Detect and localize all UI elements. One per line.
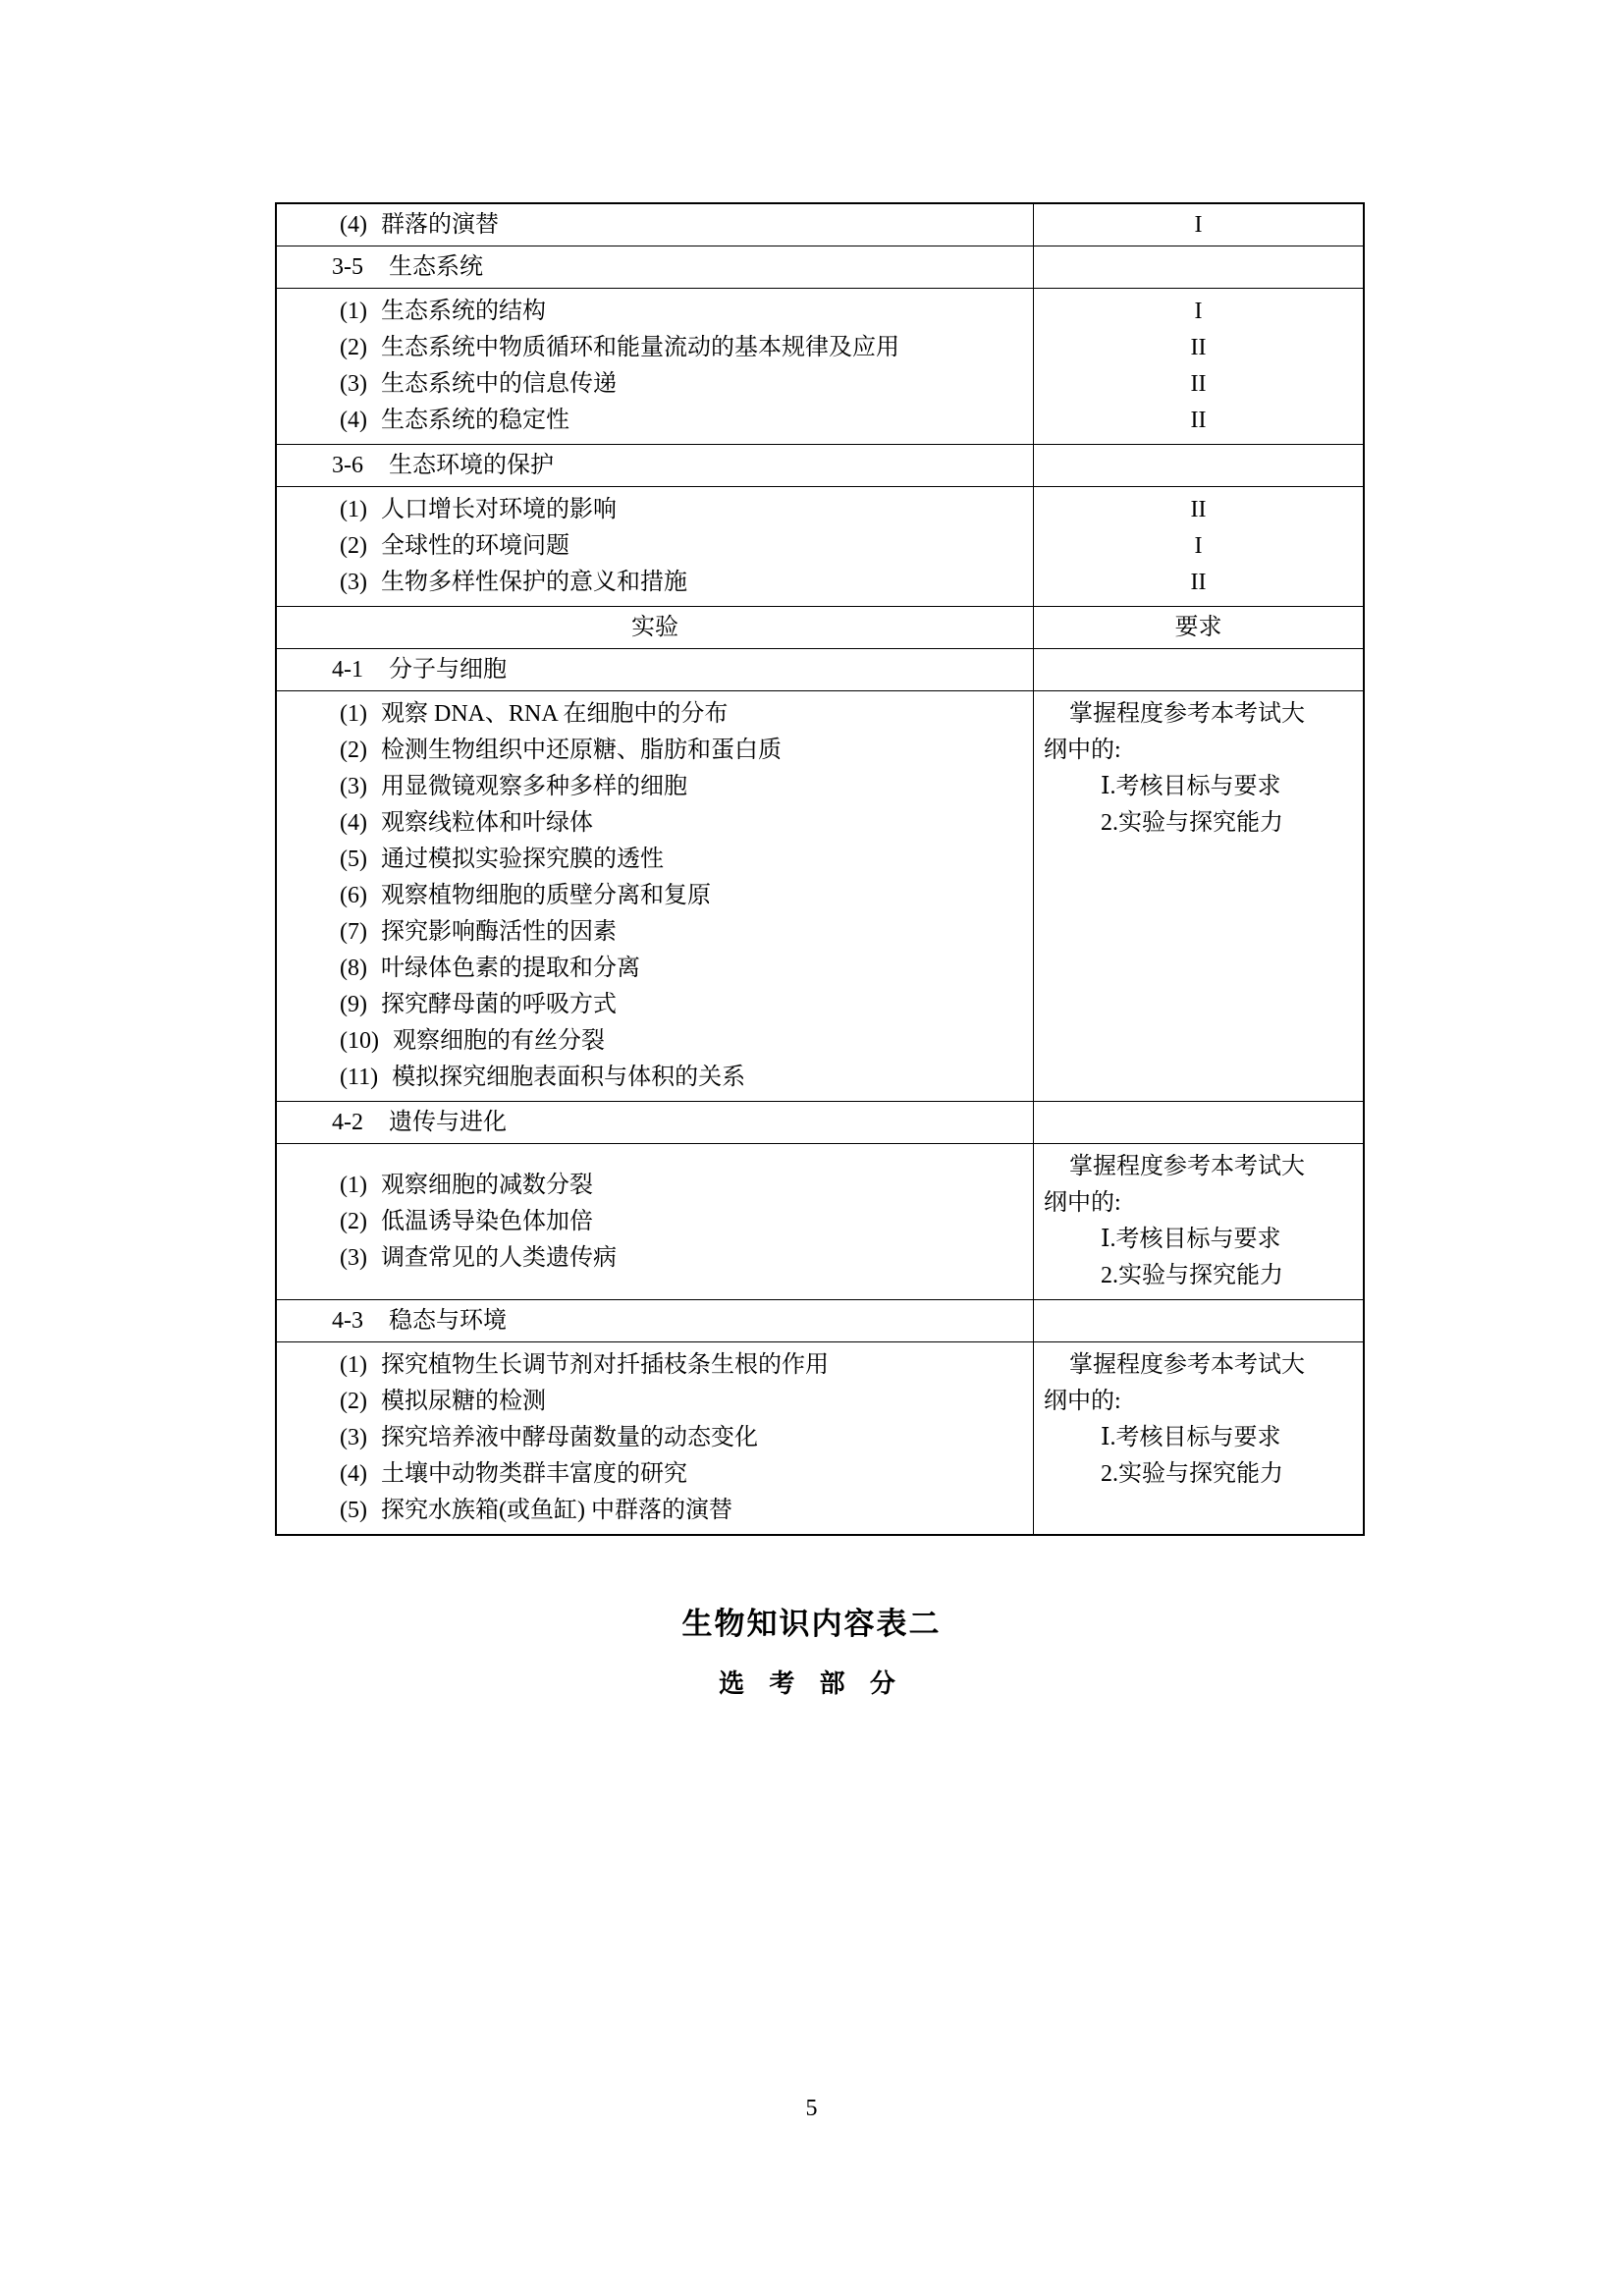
note-line: 纲中的:: [1044, 1190, 1121, 1216]
item-number: (3): [340, 570, 367, 595]
item-number: (4): [340, 810, 367, 836]
note-line: 掌握程度参考本考试大: [1069, 701, 1305, 727]
experiment-item: [277, 951, 1033, 987]
note-line: Ⅰ.考核目标与要求: [1101, 1227, 1281, 1252]
content-cell: [277, 1342, 1033, 1534]
experiment-item: [277, 1060, 1033, 1096]
item-text: 人口增长对环境的影响: [380, 497, 617, 522]
level-value: I: [1194, 212, 1203, 238]
table-row-section: [277, 1299, 1363, 1341]
table-row-section: [277, 648, 1363, 690]
item-text: 生态系统中物质循环和能量流动的基本规律及应用: [380, 335, 899, 360]
experiment-item: [277, 1204, 1033, 1240]
item-number: (1): [340, 299, 367, 324]
item-number: (2): [340, 1208, 367, 1234]
knowledge-item: [277, 403, 1033, 439]
item-text: 探究酵母菌的呼吸方式: [380, 992, 617, 1017]
knowledge-item: [277, 528, 1033, 565]
section-number: 4-2: [332, 1110, 363, 1135]
item-text: 生态系统的结构: [380, 299, 546, 324]
knowledge-item: [277, 492, 1033, 528]
content-cell: [277, 246, 1033, 288]
table-row-experiment: [277, 1341, 1363, 1534]
item-text: 生物多样性保护的意义和措施: [380, 570, 687, 595]
table-row-section: [277, 246, 1363, 288]
item-text: 生态系统的稳定性: [380, 408, 569, 433]
knowledge-item: [277, 330, 1033, 366]
level-value: I: [1194, 299, 1203, 324]
section-title: 遗传与进化: [389, 1110, 507, 1135]
requirement-cell: [1033, 289, 1363, 444]
item-number: (1): [340, 497, 367, 522]
item-text: 观察细胞的有丝分裂: [392, 1028, 605, 1054]
content-cell: [277, 445, 1033, 486]
mastery-note: [1034, 696, 1363, 842]
requirement-cell: [1033, 487, 1363, 606]
experiment-item: [277, 1493, 1033, 1529]
item-number: (1): [340, 1352, 367, 1378]
item-number: (9): [340, 992, 367, 1017]
note-line: 2.实验与探究能力: [1101, 1263, 1283, 1288]
item-number: (5): [340, 1498, 367, 1523]
item-text: 观察植物细胞的质壁分离和复原: [380, 883, 711, 908]
note-line: 掌握程度参考本考试大: [1069, 1352, 1305, 1378]
item-text: 群落的演替: [380, 212, 499, 238]
section-number: 4-3: [332, 1308, 363, 1334]
item-text: 检测生物组织中还原糖、脂肪和蛋白质: [380, 738, 782, 763]
requirement-cell: [1033, 246, 1363, 288]
item-number: (2): [340, 738, 367, 763]
experiment-item: [277, 842, 1033, 878]
requirement-cell: [1033, 445, 1363, 486]
item-number: (3): [340, 1425, 367, 1450]
item-number: (2): [340, 533, 367, 559]
content-cell: [277, 649, 1033, 690]
item-text: 探究水族箱(或鱼缸) 中群落的演替: [380, 1498, 732, 1523]
requirement-cell: [1033, 691, 1363, 1101]
requirement-header-cell: [1033, 607, 1363, 648]
level-value: II: [1190, 497, 1207, 522]
experiment-item: [277, 878, 1033, 914]
section-title: 生态环境的保护: [389, 453, 554, 478]
table-row-colheader: [277, 606, 1363, 648]
knowledge-item: [277, 565, 1033, 601]
item-text: 模拟探究细胞表面积与体积的关系: [392, 1065, 746, 1090]
item-number: (3): [340, 1244, 367, 1271]
item-number: (2): [340, 1389, 367, 1414]
note-line: 2.实验与探究能力: [1101, 810, 1283, 836]
content-cell: [277, 487, 1033, 606]
item-number: (1): [340, 1172, 367, 1198]
note-line: 纲中的:: [1044, 738, 1121, 763]
note-line: 掌握程度参考本考试大: [1069, 1154, 1305, 1179]
item-text: 用显微镜观察多种多样的细胞: [380, 774, 687, 799]
item-number: (1): [340, 701, 367, 727]
note-line: 2.实验与探究能力: [1101, 1461, 1283, 1487]
content-cell: [277, 691, 1033, 1101]
experiment-item: [277, 696, 1033, 733]
item-number: (4): [340, 212, 367, 238]
section-title: 稳态与环境: [389, 1308, 507, 1334]
item-text: 探究植物生长调节剂对扦插枝条生根的作用: [380, 1352, 829, 1378]
section-heading: [277, 1102, 1033, 1143]
section-heading: [277, 246, 1033, 288]
requirement-cell: [1033, 1102, 1363, 1143]
item-number: (4): [340, 408, 367, 433]
requirement-cell: [1033, 1300, 1363, 1341]
item-text: 探究影响酶活性的因素: [380, 919, 617, 945]
experiment-item: [277, 769, 1033, 805]
item-text: 观察细胞的减数分裂: [380, 1172, 593, 1198]
experiment-item: [277, 1240, 1033, 1277]
table-row-item: [277, 204, 1363, 246]
note-line: Ⅰ.考核目标与要求: [1101, 1425, 1281, 1450]
content-cell: [277, 1300, 1033, 1341]
item-number: (5): [340, 847, 367, 872]
content-cell: [277, 1102, 1033, 1143]
item-text: 通过模拟实验探究膜的透性: [380, 847, 664, 872]
requirement-cell: [1033, 1144, 1363, 1299]
level-value: II: [1190, 335, 1207, 360]
note-line: Ⅰ.考核目标与要求: [1101, 774, 1281, 799]
table-row-section: [277, 444, 1363, 486]
experiment-item: [277, 1023, 1033, 1060]
item-text: 土壤中动物类群丰富度的研究: [380, 1461, 687, 1487]
item-number: (11): [340, 1065, 379, 1090]
item-number: (7): [340, 919, 367, 945]
experiment-item: [277, 914, 1033, 951]
experiment-item: [277, 1384, 1033, 1420]
section-heading: [277, 649, 1033, 690]
page-number: 5: [805, 2096, 818, 2121]
level-value: I: [1194, 533, 1203, 559]
knowledge-item: [277, 366, 1033, 403]
section-heading: [277, 445, 1033, 486]
item-text: 观察 DNA、RNA 在细胞中的分布: [380, 701, 729, 727]
table-row-experiment: [277, 690, 1363, 1101]
experiment-item: [277, 1347, 1033, 1384]
item-text: 叶绿体色素的提取和分离: [380, 956, 640, 981]
requirement-cell: [1033, 1342, 1363, 1534]
section-heading: [277, 1300, 1033, 1341]
content-table: [275, 202, 1365, 1536]
item-number: (8): [340, 956, 367, 981]
level-value: II: [1190, 570, 1207, 595]
item-text: 观察线粒体和叶绿体: [380, 810, 593, 836]
item-text: 生态系统中的信息传递: [380, 371, 617, 397]
content-cell: [277, 1144, 1033, 1299]
item-number: (10): [340, 1028, 379, 1054]
experiment-column-header: 实验: [631, 615, 678, 640]
table-row-section: [277, 1101, 1363, 1143]
knowledge-item: [277, 204, 1033, 246]
note-line: 纲中的:: [1044, 1389, 1121, 1414]
item-text: 调查常见的人类遗传病: [380, 1244, 617, 1271]
table2-title: 生物知识内容表二: [681, 1607, 942, 1641]
section-number: 4-1: [332, 657, 363, 683]
requirement-cell: [1033, 649, 1363, 690]
section-number: 3-5: [332, 254, 363, 280]
content-cell: [277, 607, 1033, 648]
section-title: 分子与细胞: [389, 657, 507, 683]
requirement-cell: [1033, 204, 1363, 246]
item-text: 模拟尿糖的检测: [380, 1389, 546, 1414]
content-cell: [277, 289, 1033, 444]
experiment-item: [277, 733, 1033, 769]
requirement-column-header: 要求: [1174, 615, 1222, 640]
experiment-item: [277, 1456, 1033, 1493]
mastery-note: [1034, 1347, 1363, 1493]
item-number: (4): [340, 1461, 367, 1487]
experiment-item: [277, 987, 1033, 1023]
table2-subtitle: 选 考 部 分: [719, 1668, 904, 1698]
item-text: 全球性的环境问题: [380, 533, 569, 559]
item-number: (3): [340, 774, 367, 799]
level-value: II: [1190, 408, 1207, 433]
experiment-item: [277, 1168, 1033, 1204]
knowledge-item: [277, 294, 1033, 330]
content-cell: [277, 204, 1033, 246]
table-row-experiment: [277, 1143, 1363, 1299]
table-row-group: [277, 288, 1363, 444]
experiment-item: [277, 805, 1033, 842]
item-text: 探究培养液中酵母菌数量的动态变化: [380, 1425, 758, 1450]
item-text: 低温诱导染色体加倍: [380, 1208, 593, 1234]
section-number: 3-6: [332, 453, 363, 478]
item-number: (6): [340, 883, 367, 908]
item-number: (2): [340, 335, 367, 360]
mastery-note: [1034, 1149, 1363, 1294]
section-title: 生态系统: [389, 254, 483, 280]
item-number: (3): [340, 371, 367, 397]
experiment-item: [277, 1420, 1033, 1456]
level-value: II: [1190, 371, 1207, 397]
table-row-group: [277, 486, 1363, 606]
